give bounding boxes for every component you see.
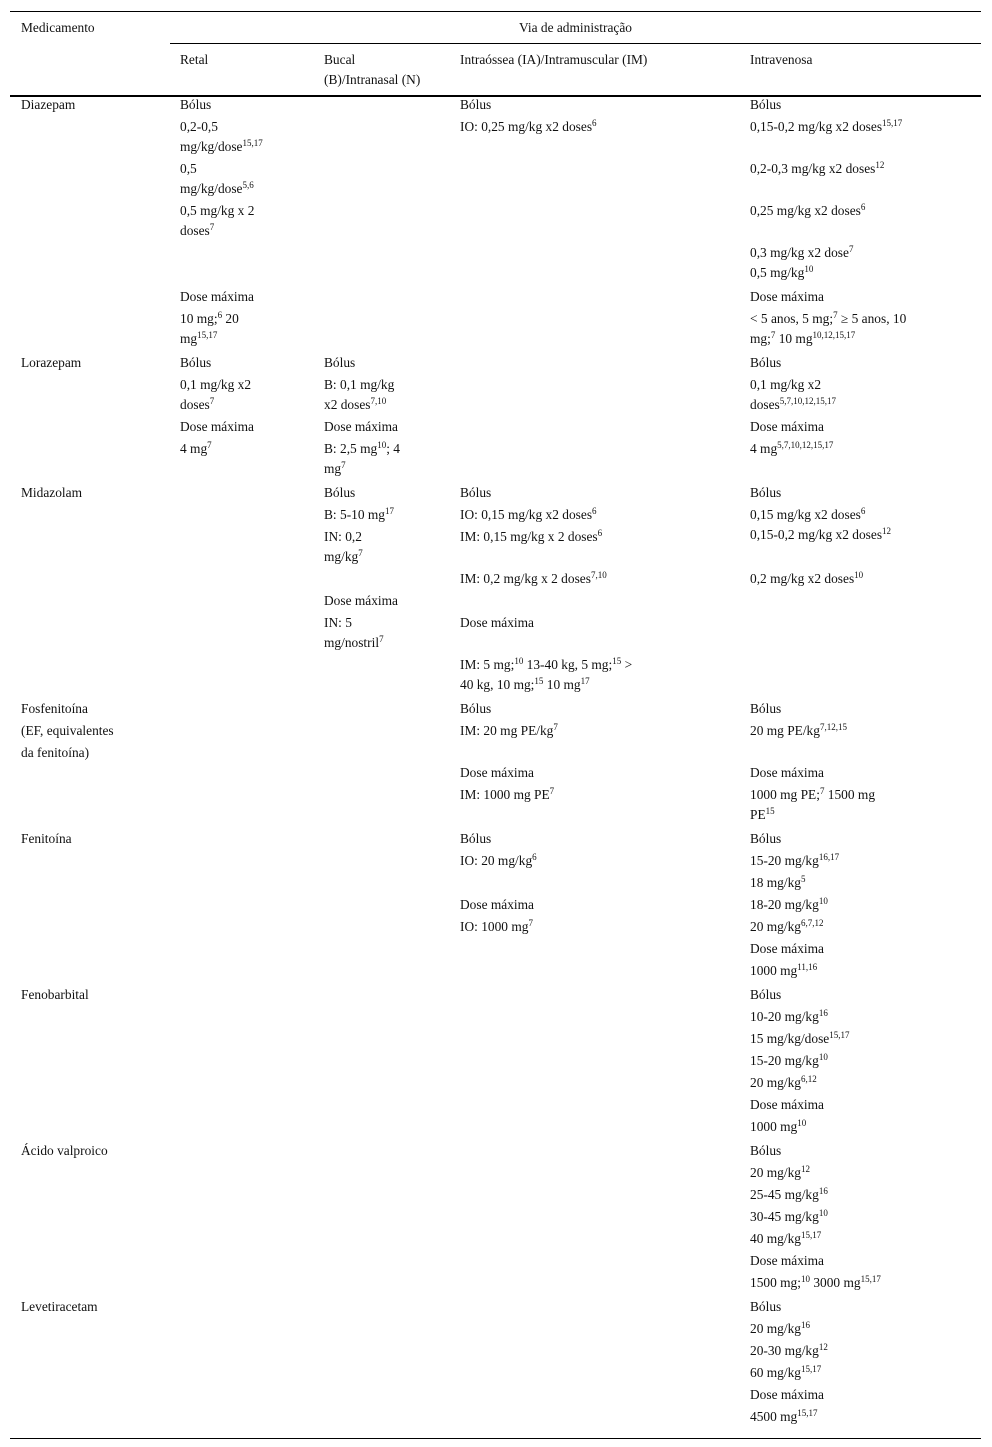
reference-superscript: 7	[549, 786, 555, 796]
dose-text: 0,15 mg/kg x2 doses	[750, 507, 861, 522]
drug-name-line: Midazolam	[21, 485, 82, 500]
dose-text: PE	[750, 807, 766, 822]
dose-line	[750, 201, 865, 221]
reference-superscript: 7	[341, 460, 346, 470]
header-col-iv: Intravenosa	[750, 52, 813, 67]
dose-text: Bólus	[460, 97, 492, 112]
dose-text: doses	[180, 223, 210, 238]
reference-superscript: 12	[875, 160, 885, 170]
dose-line	[750, 375, 821, 395]
dose-text: 0,5 mg/kg	[750, 265, 805, 280]
dose-text: Dose máxima	[750, 941, 825, 956]
dose-text: 4 mg	[750, 441, 778, 456]
dose-text: Bólus	[750, 97, 782, 112]
reference-superscript: 7	[358, 548, 363, 558]
dose-text: Dose máxima	[750, 289, 825, 304]
dose-line	[750, 1297, 781, 1317]
dose-line	[460, 763, 534, 783]
dose-text: Bólus	[750, 355, 782, 370]
reference-superscript: 6,7,12	[800, 918, 824, 928]
dose-line	[750, 917, 823, 937]
reference-superscript: 7,12,15	[819, 722, 847, 732]
dose-line	[750, 287, 824, 307]
dose-line	[750, 805, 775, 825]
header-medicamento: Medicamento	[21, 20, 95, 35]
reference-superscript: 12	[882, 526, 892, 536]
dose-line	[750, 1385, 824, 1405]
dose-line	[750, 353, 781, 373]
dose-text: Bólus	[324, 485, 356, 500]
reference-superscript: 10	[854, 570, 864, 580]
dose-text: 0,25 mg/kg x2 doses	[750, 203, 861, 218]
dose-text: IM: 1000 mg PE	[460, 787, 550, 802]
dose-line	[750, 1319, 810, 1339]
header-col-bucal-line2: (B)/Intranasal (N)	[324, 72, 421, 87]
dose-text: Bólus	[750, 831, 782, 846]
dose-text: Dose máxima	[460, 765, 535, 780]
dose-line	[460, 829, 491, 849]
dose-line	[750, 483, 781, 503]
reference-superscript: 6	[217, 310, 223, 320]
dose-text: IM: 0,15 mg/kg x 2 doses	[460, 529, 598, 544]
dose-line	[324, 395, 386, 415]
dose-line	[750, 1407, 818, 1427]
dose-line	[750, 1273, 881, 1293]
dose-text: ; 4	[386, 441, 400, 456]
reference-superscript: 7,10	[370, 396, 387, 406]
dose-line	[750, 505, 865, 525]
dose-line	[324, 613, 352, 633]
dose-line	[460, 527, 602, 547]
reference-superscript: 6	[597, 528, 603, 538]
dose-text: 18-20 mg/kg	[750, 897, 819, 912]
reference-superscript: 10	[804, 264, 814, 274]
dose-line	[750, 439, 833, 459]
dose-text: 20 mg/kg	[750, 1321, 801, 1336]
dose-line	[460, 785, 554, 805]
dose-text: IM: 5 mg;	[460, 657, 515, 672]
dose-text: mg/kg/dose	[180, 139, 243, 154]
reference-superscript: 15,17	[829, 1030, 850, 1040]
dose-text: 1000 mg PE;	[750, 787, 820, 802]
dose-line	[180, 417, 254, 437]
dose-text: doses	[750, 397, 780, 412]
dose-text: 20 mg/kg	[750, 1165, 801, 1180]
dose-line	[460, 483, 491, 503]
dose-line	[750, 525, 891, 545]
reference-superscript: 6	[860, 506, 866, 516]
dose-text: mg/kg/dose	[180, 181, 243, 196]
dose-line	[460, 569, 607, 589]
reference-superscript: 7	[379, 634, 384, 644]
dose-text: mg	[324, 461, 342, 476]
dose-line	[750, 985, 781, 1005]
dose-line	[180, 353, 211, 373]
dose-line	[750, 699, 781, 719]
header-col-io-im: Intraóssea (IA)/Intramuscular (IM)	[460, 52, 648, 67]
dose-line	[180, 395, 214, 415]
dose-text: Dose máxima	[180, 419, 255, 434]
dose-text: 1000 mg	[750, 1119, 798, 1134]
dose-line	[460, 95, 491, 115]
header-bottom-rule	[10, 95, 981, 97]
reference-superscript: 6	[532, 852, 537, 862]
dose-line	[180, 375, 251, 395]
dose-line	[750, 117, 902, 137]
dose-line	[750, 95, 781, 115]
dose-line	[460, 895, 534, 915]
reference-superscript: 10	[818, 896, 828, 906]
reference-superscript: 10	[377, 440, 387, 450]
reference-superscript: 7	[819, 786, 825, 796]
dose-line	[180, 201, 254, 221]
dose-text: Dose máxima	[750, 765, 825, 780]
dose-line	[750, 1007, 828, 1027]
dose-line	[750, 721, 847, 741]
dose-line	[750, 1363, 821, 1383]
dose-line	[324, 527, 362, 547]
dose-text: 18 mg/kg	[750, 875, 801, 890]
dose-line	[324, 483, 355, 503]
dose-line	[750, 785, 875, 805]
reference-superscript: 7	[207, 440, 212, 450]
dose-line	[750, 1141, 781, 1161]
dose-text: 20	[222, 311, 239, 326]
dose-text: B: 5-10 mg	[324, 507, 386, 522]
dose-line	[750, 1029, 849, 1049]
reference-superscript: 16,17	[818, 852, 840, 862]
dose-text: IO: 0,15 mg/kg x2 doses	[460, 507, 593, 522]
dose-text: 20 mg/kg	[750, 919, 801, 934]
drug-name-line: Fenobarbital	[21, 987, 89, 1002]
dose-text: 10 mg;	[180, 311, 218, 326]
reference-superscript: 5,7,10,12,15,17	[777, 440, 834, 450]
reference-superscript: 7	[770, 330, 776, 340]
dose-text: IO: 0,25 mg/kg x2 doses	[460, 119, 593, 134]
dose-text: Bólus	[460, 701, 492, 716]
dose-line	[460, 675, 590, 695]
dose-text: 40 mg/kg	[750, 1231, 801, 1246]
reference-superscript: 10	[818, 1052, 828, 1062]
reference-superscript: 6	[860, 202, 866, 212]
dose-text: Dose máxima	[460, 615, 535, 630]
dose-text: 1000 mg	[750, 963, 798, 978]
dose-line	[324, 459, 346, 479]
dose-line	[324, 417, 398, 437]
dose-text: 13-40 kg, 5 mg;	[523, 657, 613, 672]
dose-line	[324, 439, 400, 459]
dose-line	[180, 309, 239, 329]
dose-text: 0,1 mg/kg x2	[750, 377, 822, 392]
dose-text: 0,2-0,5	[180, 119, 218, 134]
dose-line	[750, 263, 813, 283]
dose-line	[750, 895, 828, 915]
dose-text: 10 mg	[543, 677, 581, 692]
reference-superscript: 15,17	[800, 1230, 822, 1240]
dose-text: Dose máxima	[750, 1253, 825, 1268]
dose-text: >	[621, 657, 633, 672]
reference-superscript: 17	[580, 676, 590, 686]
dose-text: Dose máxima	[750, 1387, 825, 1402]
dose-text: Bólus	[324, 355, 356, 370]
dose-line	[750, 1341, 828, 1361]
dose-text: Bólus	[750, 1299, 782, 1314]
drug-name-line: Lorazepam	[21, 355, 82, 370]
dose-text: Bólus	[460, 831, 492, 846]
dose-line	[324, 633, 384, 653]
dose-text: Dose máxima	[324, 593, 399, 608]
dosing-table	[10, 11, 981, 1439]
dose-text: 0,1 mg/kg x2	[180, 377, 252, 392]
reference-superscript: 6	[592, 506, 597, 516]
dose-line	[180, 287, 254, 307]
dose-text: Bólus	[460, 485, 492, 500]
dose-text: 0,3 mg/kg x2 dose	[750, 245, 849, 260]
dose-line	[180, 439, 212, 459]
header-col-bucal	[324, 49, 420, 91]
dose-text: Bólus	[750, 1143, 782, 1158]
reference-superscript: 7	[209, 396, 215, 406]
dose-text: Dose máxima	[324, 419, 399, 434]
dose-line	[750, 329, 855, 349]
reference-superscript: 16	[800, 1320, 810, 1330]
dose-line	[460, 655, 632, 675]
dose-line	[750, 309, 906, 329]
dose-text: 4 mg	[180, 441, 208, 456]
dose-line	[324, 547, 363, 567]
dose-line	[460, 613, 534, 633]
dose-line	[750, 851, 839, 871]
dose-text: 20 mg PE/kg	[750, 723, 820, 738]
dose-text: Dose máxima	[750, 419, 825, 434]
dose-line	[750, 1095, 824, 1115]
dose-text: IN: 0,2	[324, 529, 362, 544]
header-via-administracao: Via de administração	[519, 20, 632, 35]
dose-text: 3000 mg	[809, 1275, 861, 1290]
header-col-bucal-line1: Bucal	[324, 52, 356, 67]
reference-superscript: 16	[818, 1008, 828, 1018]
dose-text: IM: 20 mg PE/kg	[460, 723, 554, 738]
dose-text: Bólus	[180, 97, 212, 112]
dose-line	[750, 395, 836, 415]
dose-line	[324, 591, 398, 611]
reference-superscript: 7	[209, 222, 215, 232]
reference-superscript: 12	[818, 1342, 828, 1352]
reference-superscript: 7	[833, 310, 838, 320]
dose-text: Dose máxima	[180, 289, 255, 304]
drug-name-line: Fosfenitoína	[21, 701, 88, 716]
dose-text: 0,15-0,2 mg/kg x2 doses	[750, 119, 883, 134]
reference-superscript: 15,17	[242, 138, 263, 148]
dose-text: Dose máxima	[750, 1097, 825, 1112]
dose-text: 15-20 mg/kg	[750, 1053, 819, 1068]
dose-text: 4500 mg	[750, 1409, 798, 1424]
dose-text: 20-30 mg/kg	[750, 1343, 819, 1358]
dose-line	[324, 353, 355, 373]
reference-superscript: 15,17	[882, 118, 903, 128]
dose-line	[750, 873, 805, 893]
dose-text: 0,2-0,3 mg/kg x2 doses	[750, 161, 876, 176]
dose-line	[750, 1251, 824, 1271]
dose-text: 0,5 mg/kg x 2	[180, 203, 255, 218]
dose-text: mg/kg	[324, 549, 359, 564]
dose-text: 0,15-0,2 mg/kg x2 doses	[750, 527, 883, 542]
dose-text: x2 doses	[324, 397, 371, 412]
reference-superscript: 6	[592, 118, 597, 128]
reference-superscript: 15,17	[797, 1408, 818, 1418]
dose-line	[324, 375, 394, 395]
dose-text: Bólus	[180, 355, 212, 370]
dose-line	[180, 221, 214, 241]
dose-text: B: 0,1 mg/kg	[324, 377, 395, 392]
dose-line	[460, 117, 597, 137]
reference-superscript: 10	[818, 1208, 828, 1218]
dose-line	[750, 1207, 828, 1227]
dose-text: 60 mg/kg	[750, 1365, 801, 1380]
dose-line	[750, 829, 781, 849]
reference-superscript: 17	[385, 506, 395, 516]
dose-line	[180, 117, 218, 137]
dose-text: IO: 1000 mg	[460, 919, 529, 934]
dose-line	[750, 1051, 828, 1071]
dose-text: mg/nostril	[324, 635, 380, 650]
drug-name-line: Diazepam	[21, 97, 76, 112]
dose-line	[750, 417, 824, 437]
dose-line	[750, 763, 824, 783]
dose-text: 1500 mg;	[750, 1275, 801, 1290]
reference-superscript: 5,7,10,12,15,17	[779, 396, 837, 406]
dose-line	[460, 699, 491, 719]
dose-text: Bólus	[750, 987, 782, 1002]
reference-superscript: 10	[797, 1118, 807, 1128]
reference-superscript: 10	[800, 1274, 810, 1284]
header-col-retal: Retal	[180, 52, 209, 67]
reference-superscript: 15	[612, 656, 622, 666]
reference-superscript: 6,12	[800, 1074, 817, 1084]
dose-line	[180, 137, 263, 157]
reference-superscript: 15	[765, 806, 775, 816]
reference-superscript: 7	[553, 722, 558, 732]
dose-text: 15 mg/kg/dose	[750, 1031, 830, 1046]
dose-text: ≥ 5 anos, 10	[837, 311, 907, 326]
dose-line	[750, 1163, 810, 1183]
dose-text: B: 2,5 mg	[324, 441, 378, 456]
dose-text: 20 mg/kg	[750, 1075, 801, 1090]
dose-line	[460, 917, 533, 937]
dose-line	[180, 159, 197, 179]
dose-line	[750, 1073, 817, 1093]
header-subrule	[170, 43, 981, 44]
dose-text: 30-45 mg/kg	[750, 1209, 819, 1224]
reference-superscript: 15,17	[197, 330, 218, 340]
dose-text: 1500 mg	[824, 787, 876, 802]
dose-text: Bólus	[750, 485, 782, 500]
dose-line	[750, 939, 824, 959]
reference-superscript: 7,10	[590, 570, 607, 580]
dose-line	[324, 505, 394, 525]
dose-text: 40 kg, 10 mg;	[460, 677, 535, 692]
reference-superscript: 12	[800, 1164, 810, 1174]
dose-text: IN: 5	[324, 615, 352, 630]
reference-superscript: 5	[800, 874, 806, 884]
reference-superscript: 10,12,15,17	[812, 330, 856, 340]
dose-line	[750, 159, 884, 179]
dose-text: 0,5	[180, 161, 197, 176]
dose-text: < 5 anos, 5 mg;	[750, 311, 834, 326]
dose-line	[180, 95, 211, 115]
dose-line	[460, 851, 537, 871]
dose-text: doses	[180, 397, 210, 412]
reference-superscript: 16	[818, 1186, 828, 1196]
dose-line	[750, 569, 863, 589]
drug-name-line: Levetiracetam	[21, 1299, 98, 1314]
reference-superscript: 15	[534, 676, 544, 686]
reference-superscript: 15,17	[800, 1364, 822, 1374]
dose-text: Bólus	[750, 701, 782, 716]
dose-text: Dose máxima	[460, 897, 535, 912]
drug-name-line: Fenitoína	[21, 831, 72, 846]
dose-line	[750, 961, 817, 981]
reference-superscript: 7	[528, 918, 533, 928]
dose-text: IM: 0,2 mg/kg x 2 doses	[460, 571, 591, 586]
drug-name-line: (EF, equivalentes	[21, 723, 114, 738]
dose-text: 10-20 mg/kg	[750, 1009, 819, 1024]
dose-line	[750, 1117, 806, 1137]
reference-superscript: 15,17	[860, 1274, 881, 1284]
dose-text: IO: 20 mg/kg	[460, 853, 533, 868]
dose-text: 15-20 mg/kg	[750, 853, 819, 868]
reference-superscript: 11,16	[797, 962, 818, 972]
dose-line	[750, 1229, 821, 1249]
dose-text: mg	[180, 331, 198, 346]
dose-text: mg;	[750, 331, 771, 346]
reference-superscript: 7	[848, 244, 854, 254]
reference-superscript: 10	[514, 656, 524, 666]
dose-text: 0,2 mg/kg x2 doses	[750, 571, 855, 586]
dose-line	[460, 505, 597, 525]
dose-line	[750, 243, 853, 263]
reference-superscript: 5,6	[242, 180, 254, 190]
drug-name-line: da fenitoína)	[21, 745, 90, 760]
dose-text: 25-45 mg/kg	[750, 1187, 819, 1202]
dose-line	[180, 329, 217, 349]
dose-line	[750, 1185, 828, 1205]
dose-text: 10 mg	[775, 331, 813, 346]
dose-line	[180, 179, 254, 199]
dose-line	[460, 721, 558, 741]
drug-name-line: Ácido valproico	[21, 1143, 108, 1158]
